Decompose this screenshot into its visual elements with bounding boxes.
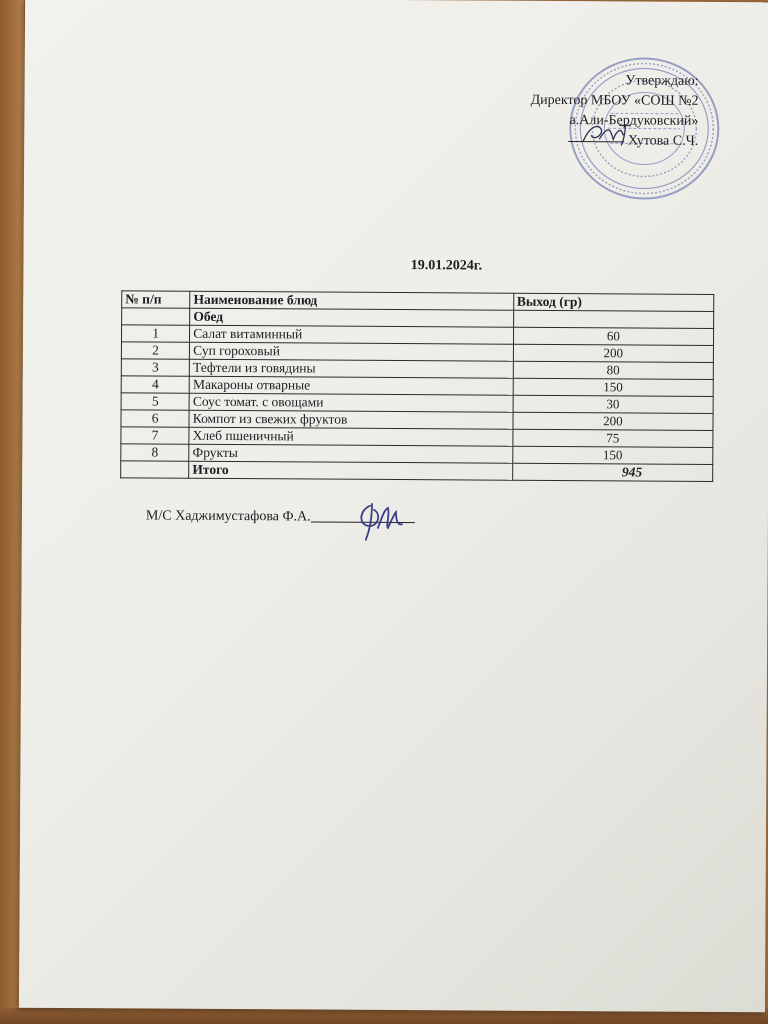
- row-output: 75: [513, 429, 713, 447]
- header-output: Выход (гр): [513, 293, 713, 311]
- row-output: 30: [513, 395, 713, 413]
- row-output: 200: [513, 344, 713, 362]
- row-output: 60: [513, 327, 713, 345]
- row-number: 6: [121, 410, 189, 427]
- row-dish-name: Соус томат. с овощами: [189, 393, 513, 412]
- approval-school: а.Али-Бердуковский»: [569, 113, 699, 129]
- approval-title: Утверждаю:: [625, 73, 699, 89]
- approval-block: [530, 71, 698, 152]
- nurse-name: М/С Хаджимустафова Ф.А.: [145, 508, 311, 525]
- header-dish-name: Наименование блюд: [190, 291, 514, 310]
- row-output: 150: [512, 446, 712, 464]
- row-dish-name: Суп гороховый: [190, 342, 514, 361]
- menu-table: [120, 290, 714, 482]
- row-dish-name: Салат витаминный: [190, 325, 514, 344]
- row-dish-name: Фрукты: [189, 444, 513, 463]
- header-number: № п/п: [122, 291, 190, 308]
- signature-underline: [568, 141, 624, 142]
- total-row: [121, 461, 713, 482]
- row-output: 150: [513, 378, 713, 396]
- row-number: 7: [121, 427, 189, 444]
- row-number: 2: [121, 342, 189, 359]
- row-number: 8: [121, 444, 189, 461]
- nurse-signature-icon: [352, 500, 404, 542]
- approval-signature-row: [530, 131, 698, 152]
- approval-name: Хутова С.Ч.: [627, 133, 699, 149]
- section-empty-cell: [122, 308, 190, 325]
- document-page: [19, 0, 768, 1012]
- row-output: 80: [513, 361, 713, 379]
- approval-position: Директор МБОУ «СОШ №2: [530, 92, 699, 109]
- total-empty-cell: [121, 461, 189, 478]
- row-dish-name: Хлеб пшеничный: [189, 427, 513, 446]
- total-label: Итого: [189, 461, 513, 480]
- row-number: 1: [121, 325, 189, 342]
- menu-date: 19.01.2024г.: [410, 258, 483, 274]
- row-dish-name: Макароны отварные: [189, 376, 513, 395]
- row-number: 5: [121, 393, 189, 410]
- row-number: 4: [121, 376, 189, 393]
- row-dish-name: Тефтели из говядины: [190, 359, 514, 378]
- total-value: 945: [512, 463, 712, 481]
- section-empty-cell: [513, 310, 713, 328]
- row-dish-name: Компот из свежих фруктов: [189, 410, 513, 429]
- section-label: Обед: [190, 308, 514, 327]
- row-number: 3: [121, 359, 189, 376]
- row-output: 200: [513, 412, 713, 430]
